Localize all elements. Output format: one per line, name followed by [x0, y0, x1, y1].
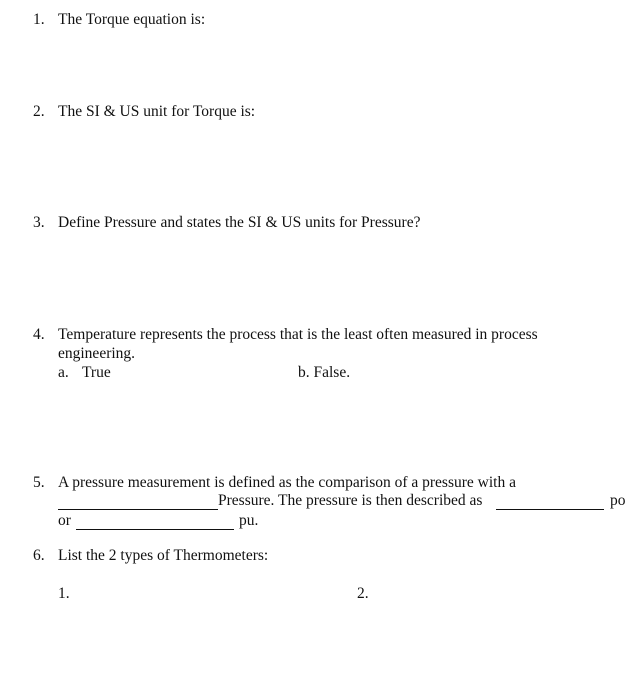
question-5-line-2-text: Pressure. The pressure is then described as [218, 492, 483, 509]
question-5-line-2-end: po [610, 492, 626, 509]
question-3-text: Define Pressure and states the SI & US units for Pressure? [58, 214, 421, 231]
question-6-item-2: 2. [357, 585, 369, 602]
question-5-blank-1[interactable] [58, 495, 218, 510]
question-5-line-3-start: or [58, 512, 71, 529]
question-5-blank-2[interactable] [496, 495, 604, 510]
question-4-number: 4. [33, 326, 45, 343]
question-4-option-a-label: a. [58, 364, 69, 381]
question-4-line-1: Temperature represents the process that is the least often measured in process [58, 326, 538, 343]
question-6-item-1: 1. [58, 585, 70, 602]
question-5-blank-3[interactable] [76, 515, 234, 530]
question-2-number: 2. [33, 103, 45, 120]
question-5-number: 5. [33, 474, 45, 491]
question-2-text: The SI & US unit for Torque is: [58, 103, 256, 120]
question-1-text: The Torque equation is: [58, 11, 206, 28]
question-4-option-a: True [82, 364, 111, 381]
question-4-line-2: engineering. [58, 345, 136, 362]
question-4-option-b: b. False. [298, 364, 351, 381]
question-6-text: List the 2 types of Thermometers: [58, 547, 269, 564]
question-6-number: 6. [33, 547, 45, 564]
question-5-line-3-end: pu. [239, 512, 259, 529]
question-5-line-1: A pressure measurement is defined as the comparison of a pressure with a [58, 474, 516, 491]
question-1-number: 1. [33, 11, 45, 28]
question-3-number: 3. [33, 214, 45, 231]
